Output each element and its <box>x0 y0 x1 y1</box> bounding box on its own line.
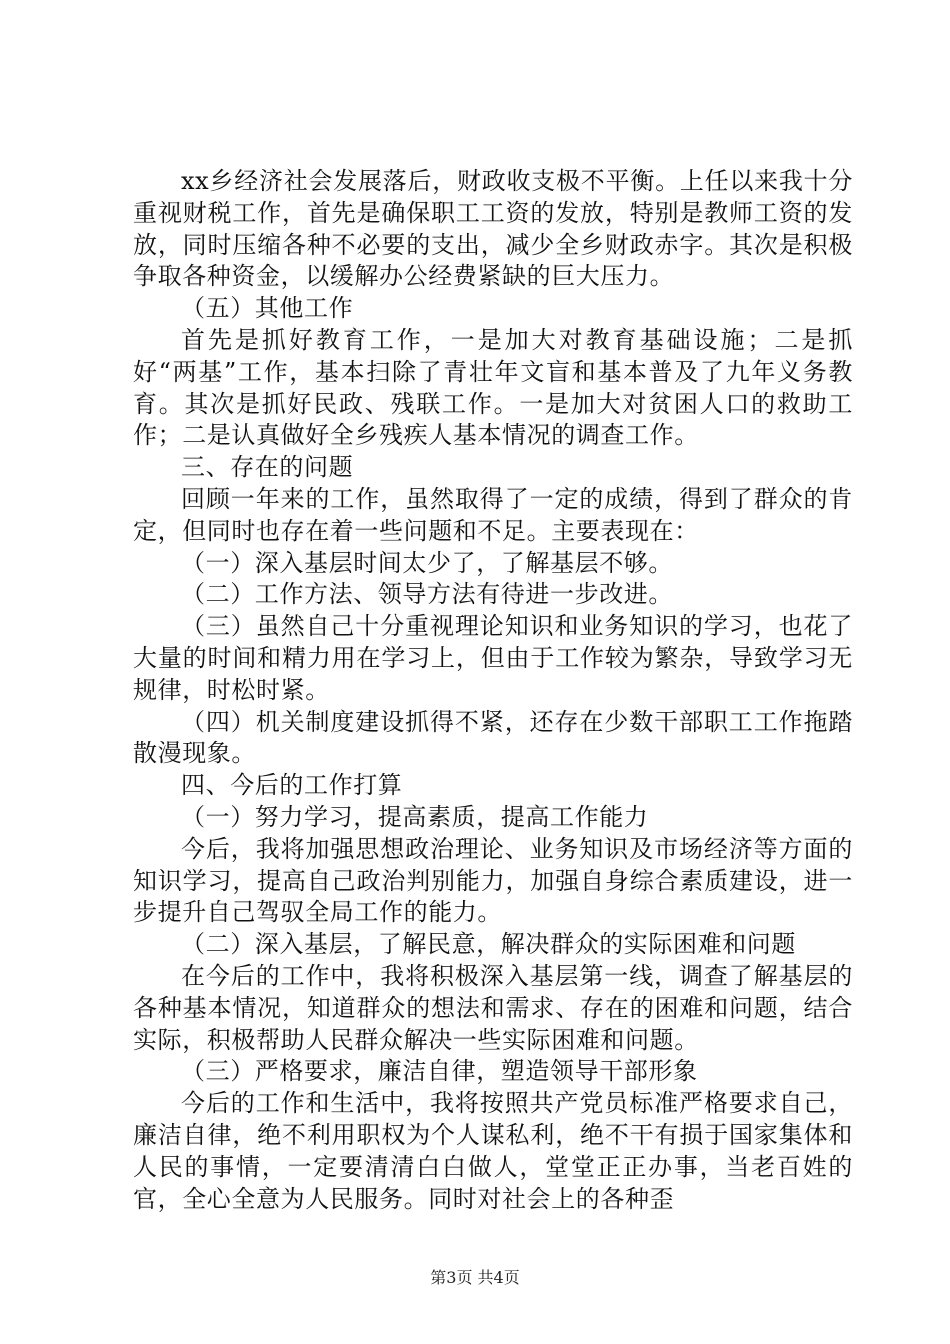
section-heading: 四、今后的工作打算 <box>181 771 403 800</box>
paragraph: 在今后的工作中，我将积极深入基层第一线，调查了解基层的各种基本情况，知道群众的想法和需求、存在的困难和问题，结合实际，积极帮助人民群众解决一些实际困难和问题。 <box>133 961 853 1054</box>
list-item: （一）深入基层时间太少了，了解基层不够。 <box>181 548 673 577</box>
subsection-heading: （三）严格要求，廉洁自律，塑造领导干部形象 <box>181 1057 698 1086</box>
paragraph: 今后，我将加强思想政治理论、业务知识及市场经济等方面的知识学习，提高自己政治判别能力，加强自身综合素质建设，进一步提升自己驾驭全局工作的能力。 <box>133 834 853 927</box>
document-body <box>133 166 853 1215</box>
paragraph: 回顾一年来的工作，虽然取得了一定的成绩，得到了群众的肯定，但同时也存在着一些问题和不足。主要表现在： <box>133 484 853 545</box>
subsection-heading: （一）努力学习，提高素质，提高工作能力 <box>181 802 649 831</box>
section-heading: （五）其他工作 <box>181 294 354 323</box>
paragraph: 今后的工作和生活中，我将按照共产党员标准严格要求自己，廉洁自律，绝不利用职权为个人谋私利，绝不干有损于国家集体和人民的事情，一定要清清白白做人，堂堂正正办事，当老百姓的官，全心全意为人民服务。同时对社会上的各种歪 <box>133 1089 853 1213</box>
list-item: （三）虽然自己十分重视理论知识和业务知识的学习，也花了大量的时间和精力用在学习上，但由于工作较为繁杂，导致学习无规律，时松时紧。 <box>133 612 853 704</box>
paragraph: xx乡经济社会发展落后，财政收支极不平衡。上任以来我十分重视财税工作，首先是确保职工工资的发放，特别是教师工资的发放，同时压缩各种不必要的支出，减少全乡财政赤字。其次是积极争取各种资金，以缓解办公经费紧缺的巨大压力。 <box>133 167 853 291</box>
section-heading: 三、存在的问题 <box>181 453 354 482</box>
subsection-heading: （二）深入基层，了解民意，解决群众的实际困难和问题 <box>181 930 796 959</box>
list-item: （四）机关制度建设抓得不紧，还存在少数干部职工工作拖踏散漫现象。 <box>133 707 853 768</box>
paragraph: 首先是抓好教育工作，一是加大对教育基础设施；二是抓好“两基”工作，基本扫除了青壮年文盲和基本普及了九年义务教育。其次是抓好民政、残联工作。一是加大对贫困人口的救助工作；二是认真做好全乡残疾人基本情况的调查工作。 <box>133 325 853 450</box>
page-footer: 第3页 共4页 <box>430 1268 520 1287</box>
list-item: （二）工作方法、领导方法有待进一步改进。 <box>181 580 673 609</box>
